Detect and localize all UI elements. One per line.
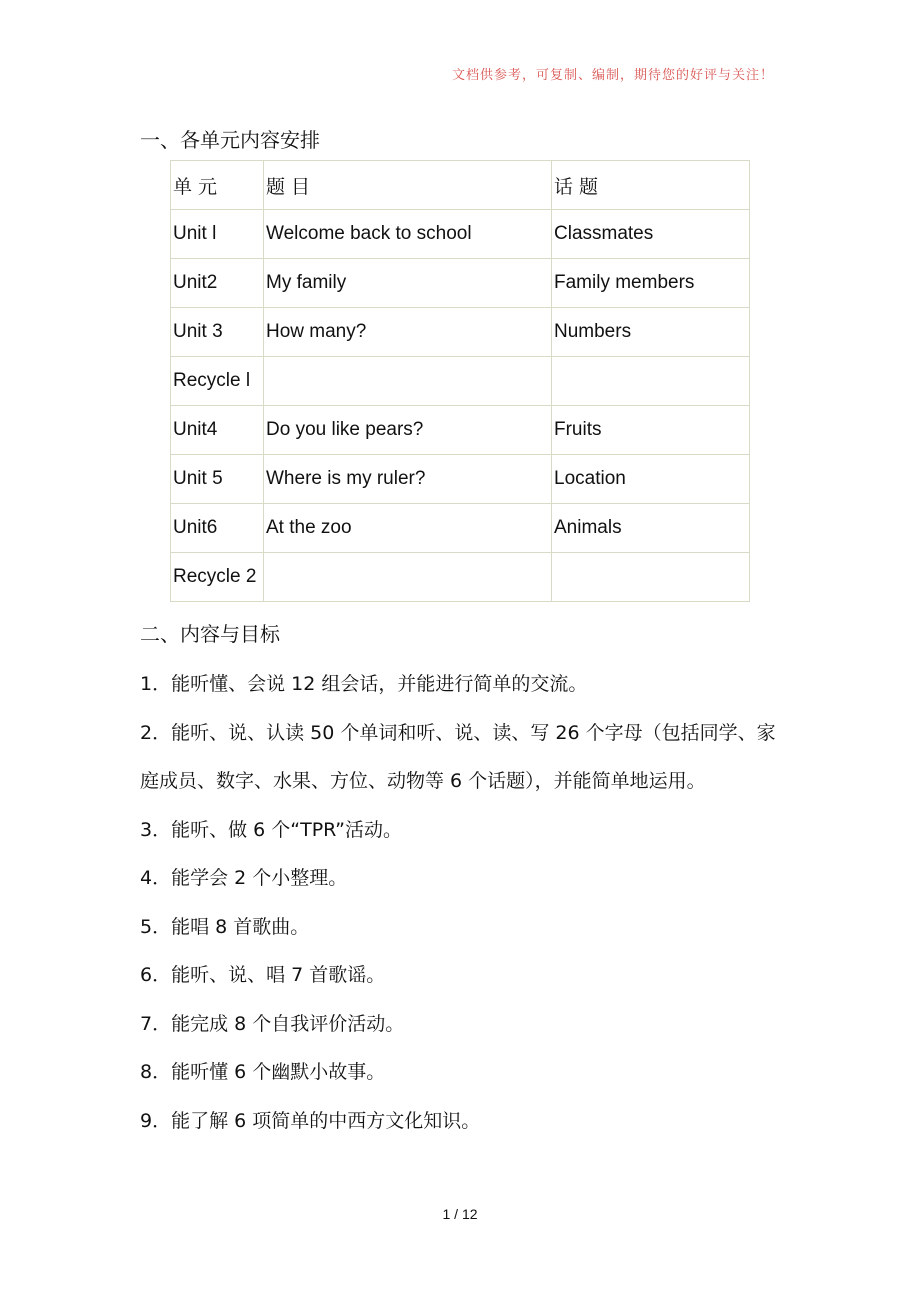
cell-topic: Animals bbox=[552, 504, 750, 553]
section-title-goals: 二、内容与目标 bbox=[140, 622, 280, 646]
header-topic: 话题 bbox=[552, 161, 750, 210]
cell-unit: Recycle 2 bbox=[171, 553, 264, 602]
header-title: 题目 bbox=[264, 161, 552, 210]
cell-topic bbox=[552, 357, 750, 406]
section-title-units: 一、各单元内容安排 bbox=[140, 128, 320, 152]
cell-title: How many? bbox=[264, 308, 552, 357]
unit-table bbox=[170, 160, 750, 602]
table-row bbox=[171, 504, 750, 553]
list-item: 9．能了解 6 项简单的中西方文化知识。 bbox=[140, 1109, 481, 1132]
cell-topic: Fruits bbox=[552, 406, 750, 455]
header-unit: 单元 bbox=[171, 161, 264, 210]
list-item: 3．能听、做 6 个“TPR”活动。 bbox=[140, 818, 402, 841]
cell-topic: Classmates bbox=[552, 210, 750, 259]
cell-title: Do you like pears? bbox=[264, 406, 552, 455]
list-item: 5．能唱 8 首歌曲。 bbox=[140, 915, 310, 938]
list-item: 4．能学会 2 个小整理。 bbox=[140, 867, 348, 889]
table-row bbox=[171, 259, 750, 308]
table-row bbox=[171, 455, 750, 504]
list-item: 8．能听懂 6 个幽默小故事。 bbox=[140, 1061, 386, 1083]
header-note: 文档供参考，可复制、编制，期待您的好评与关注！ bbox=[451, 68, 774, 83]
cell-title: Welcome back to school bbox=[264, 210, 552, 259]
cell-title bbox=[264, 357, 552, 406]
cell-title: At the zoo bbox=[264, 504, 552, 553]
cell-unit: Unit4 bbox=[171, 406, 264, 455]
cell-topic bbox=[552, 553, 750, 602]
list-item: 6．能听、说、唱 7 首歌谣。 bbox=[140, 964, 386, 986]
cell-unit: Unit2 bbox=[171, 259, 264, 308]
cell-title bbox=[264, 553, 552, 602]
cell-unit: Recycle l bbox=[171, 357, 264, 406]
table-row bbox=[171, 357, 750, 406]
cell-unit: Unit6 bbox=[171, 504, 264, 553]
goals-list bbox=[140, 660, 790, 1145]
cell-topic: Family members bbox=[552, 259, 750, 308]
cell-title: My family bbox=[264, 259, 552, 308]
table-row bbox=[171, 406, 750, 455]
list-item: 2．能听、说、认读 50 个单词和听、说、读、写 26 个字母（包括同学、家庭成员、数字、水果、方位、动物等 6 个话题），并能简单地运用。 bbox=[140, 721, 776, 792]
cell-title: Where is my ruler? bbox=[264, 455, 552, 504]
cell-topic: Numbers bbox=[552, 308, 750, 357]
table-row bbox=[171, 308, 750, 357]
cell-unit: Unit 5 bbox=[171, 455, 264, 504]
list-item: 1．能听懂、会说 12 组会话，并能进行简单的交流。 bbox=[140, 673, 588, 695]
cell-unit: Unit 3 bbox=[171, 308, 264, 357]
page-number: 1 / 12 bbox=[442, 1206, 478, 1222]
table-row bbox=[171, 210, 750, 259]
cell-topic: Location bbox=[552, 455, 750, 504]
table-header-row bbox=[171, 161, 750, 210]
cell-unit: Unit l bbox=[171, 210, 264, 259]
list-item: 7．能完成 8 个自我评价活动。 bbox=[140, 1012, 405, 1035]
table-row bbox=[171, 553, 750, 602]
